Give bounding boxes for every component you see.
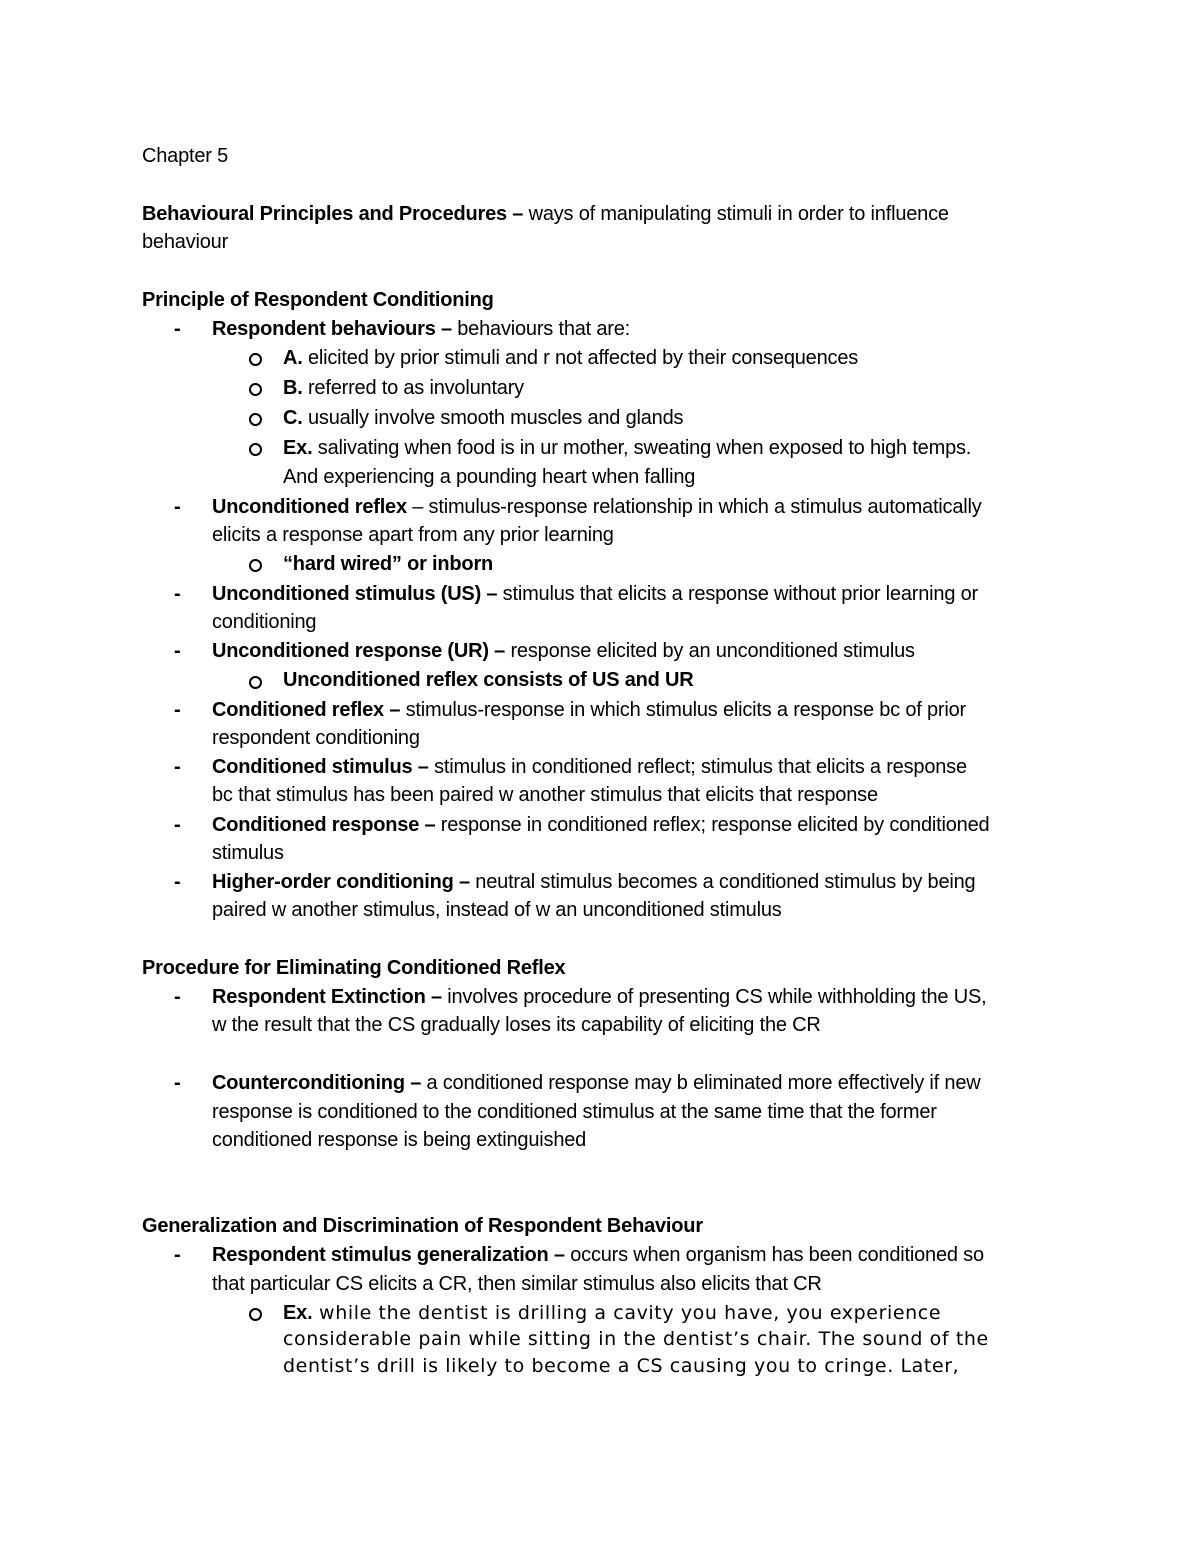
conditioned-response-item [212, 811, 989, 839]
bullet-dash: - [174, 583, 181, 605]
unconditioned-reflex-def: – stimulus-response relationship in which a stimulus automatically [406, 496, 982, 518]
generalization-def: occurs when organism has been conditioned so [564, 1244, 984, 1266]
sub-item-label: B. [283, 377, 303, 399]
dentist-example-label: Ex. [283, 1302, 313, 1324]
dentist-example-text: while the dentist is drilling a cavity you have, you experience [312, 1302, 942, 1324]
bullet-dash: - [174, 986, 181, 1008]
unconditioned-reflex-def-cont: elicits a response apart from any prior learning [212, 524, 614, 546]
unconditioned-response-item [212, 637, 915, 665]
intro-line-2: behaviour [142, 231, 229, 253]
circle-bullet [249, 413, 262, 426]
conditioned-response-def-cont: stimulus [212, 842, 284, 864]
unconditioned-response-def: response elicited by an unconditioned stimulus [505, 640, 915, 662]
unconditioned-reflex-term: Unconditioned reflex [212, 496, 407, 518]
conditioned-stimulus-def: stimulus in conditioned reflect; stimulus that elicits a response [428, 756, 967, 778]
sub-item-label: A. [283, 347, 303, 369]
conditioned-stimulus-term: Conditioned stimulus – [212, 756, 429, 778]
higher-order-def-cont: paired w another stimulus, instead of w an unconditioned stimulus [212, 899, 782, 921]
dentist-example-cont: considerable pain while sitting in the dentist’s chair. The sound of the [283, 1328, 989, 1350]
circle-bullet [249, 383, 262, 396]
bullet-dash: - [174, 699, 181, 721]
sub-item-label: Ex. [283, 437, 313, 459]
bullet-dash: - [174, 640, 181, 662]
bullet-dash: - [174, 1072, 181, 1094]
section-heading-generalization: Generalization and Discrimination of Respondent Behaviour [142, 1215, 703, 1237]
counterconditioning-item [212, 1069, 980, 1097]
bullet-dash: - [174, 871, 181, 893]
unconditioned-reflex-item [212, 493, 982, 521]
sub-item-b [283, 374, 524, 402]
sub-item-text: elicited by prior stimuli and r not affected by their consequences [302, 347, 859, 369]
conditioned-reflex-item [212, 696, 966, 724]
extinction-def-cont: w the result that the CS gradually loses its capability of eliciting the CR [212, 1014, 821, 1036]
respondent-behaviours-term: Respondent behaviours – [212, 318, 452, 340]
conditioned-response-def: response in conditioned reflex; response elicited by conditioned [435, 814, 990, 836]
conditioned-reflex-def-cont: respondent conditioning [212, 727, 420, 749]
circle-bullet [249, 559, 262, 572]
sub-item-ex-cont: And experiencing a pounding heart when falling [283, 466, 696, 488]
circle-bullet [249, 1308, 262, 1321]
counterconditioning-def-cont: response is conditioned to the conditioned stimulus at the same time that the former [212, 1101, 937, 1123]
generalization-item [212, 1241, 984, 1269]
counterconditioning-term: Counterconditioning – [212, 1072, 422, 1094]
intro-definition: ways of manipulating stimuli in order to influence [523, 203, 949, 225]
extinction-term: Respondent Extinction – [212, 986, 442, 1008]
sub-item-c [283, 404, 683, 432]
bullet-dash: - [174, 756, 181, 778]
sub-item-a [283, 344, 858, 372]
intro-term: Behavioural Principles and Procedures – [142, 203, 524, 225]
bullet-dash: - [174, 1244, 181, 1266]
conditioned-stimulus-item [212, 753, 967, 781]
bullet-dash: - [174, 496, 181, 518]
dentist-example-cont-2: dentist’s drill is likely to become a CS causing you to cringe. Later, [283, 1355, 960, 1377]
sub-item-ex [283, 434, 971, 462]
conditioned-stimulus-def-cont: bc that stimulus has been paired w another stimulus that elicits that response [212, 784, 878, 806]
sub-item-text: referred to as involuntary [302, 377, 524, 399]
respondent-behaviours-item [212, 315, 630, 343]
respondent-behaviours-def: behaviours that are: [451, 318, 631, 340]
section-heading-eliminating: Procedure for Eliminating Conditioned Reflex [142, 957, 566, 979]
circle-bullet [249, 353, 262, 366]
conditioned-response-term: Conditioned response – [212, 814, 436, 836]
higher-order-def: neutral stimulus becomes a conditioned stimulus by being [469, 871, 976, 893]
page-title: Chapter 5 [142, 145, 229, 167]
section-heading-respondent-conditioning: Principle of Respondent Conditioning [142, 289, 494, 311]
unconditioned-stimulus-def-cont: conditioning [212, 611, 317, 633]
generalization-def-cont: that particular CS elicits a CR, then similar stimulus also elicits that CR [212, 1273, 822, 1295]
unconditioned-stimulus-item [212, 580, 978, 608]
circle-bullet [249, 676, 262, 689]
generalization-term: Respondent stimulus generalization – [212, 1244, 565, 1266]
extinction-item [212, 983, 986, 1011]
unconditioned-response-sub: Unconditioned reflex consists of US and UR [283, 669, 694, 691]
conditioned-reflex-def: stimulus-response in which stimulus elicits a response bc of prior [400, 699, 966, 721]
unconditioned-stimulus-term: Unconditioned stimulus (US) – [212, 583, 498, 605]
unconditioned-reflex-sub: “hard wired” or inborn [283, 553, 494, 575]
unconditioned-response-term: Unconditioned response (UR) – [212, 640, 506, 662]
counterconditioning-def: a conditioned response may b eliminated more effectively if new [421, 1072, 981, 1094]
counterconditioning-def-cont-2: conditioned response is being extinguished [212, 1129, 587, 1151]
intro-line-1 [142, 200, 949, 228]
sub-item-text: usually involve smooth muscles and glands [302, 407, 684, 429]
higher-order-term: Higher-order conditioning – [212, 871, 470, 893]
circle-bullet [249, 443, 262, 456]
conditioned-reflex-term: Conditioned reflex – [212, 699, 401, 721]
sub-item-label: C. [283, 407, 303, 429]
bullet-dash: - [174, 318, 181, 340]
higher-order-item [212, 868, 975, 896]
dentist-example [283, 1299, 941, 1327]
extinction-def: involves procedure of presenting CS while withholding the US, [441, 986, 987, 1008]
bullet-dash: - [174, 814, 181, 836]
unconditioned-stimulus-def: stimulus that elicits a response without prior learning or [497, 583, 978, 605]
sub-item-text: salivating when food is in ur mother, sweating when exposed to high temps. [312, 437, 972, 459]
